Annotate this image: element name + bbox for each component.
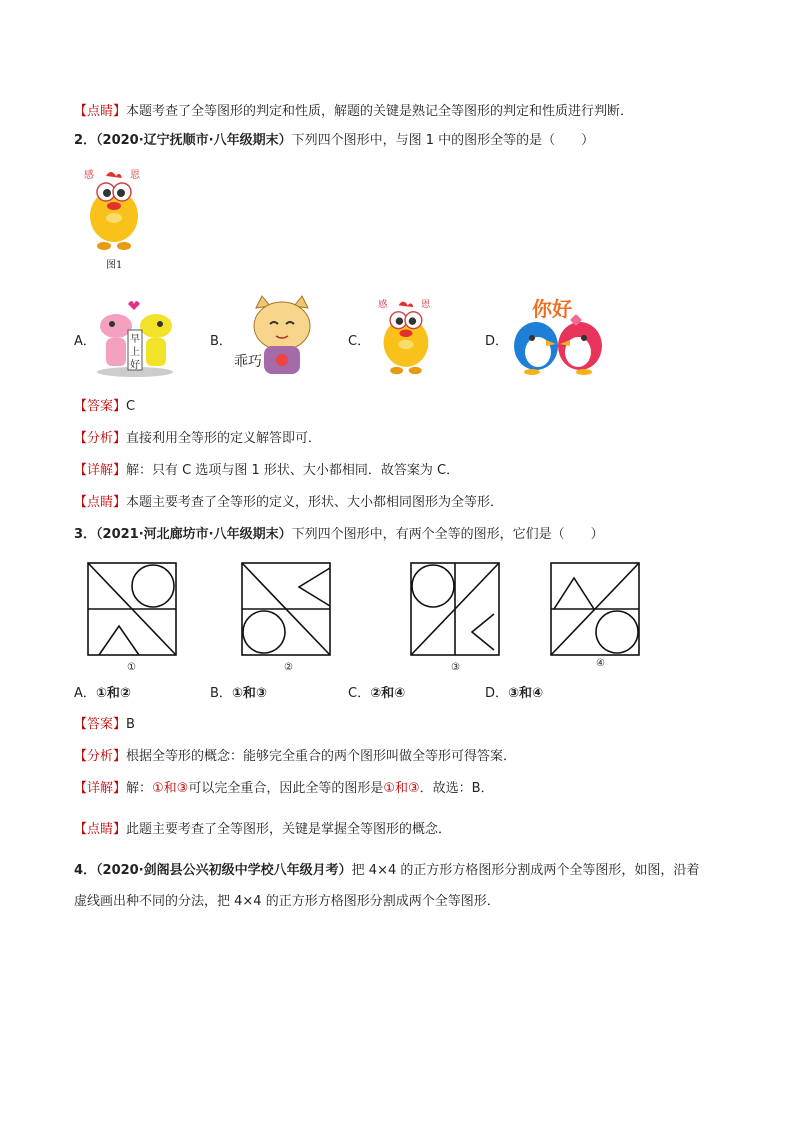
- option-a-picture[interactable]: [92, 296, 178, 378]
- option-label: D．: [485, 686, 509, 701]
- question-source: （2020·剑阁县公兴初级中学校八年级月考）: [96, 863, 352, 878]
- option-label: C．: [348, 686, 371, 701]
- option-c-label[interactable]: C．: [348, 334, 371, 349]
- detail-tag: 【详解】: [74, 463, 127, 478]
- detail-tag: 【详解】: [74, 781, 127, 796]
- option-a-label[interactable]: A．: [74, 334, 96, 349]
- option-b-caption: 乖巧: [234, 354, 262, 370]
- detail-prefix: 解：: [126, 781, 153, 796]
- q3-figure-2: [241, 562, 331, 656]
- analysis-tag: 【分析】: [74, 431, 127, 446]
- q3-figure-4: [550, 562, 640, 656]
- option-text: ③和④: [508, 686, 544, 701]
- q3-analysis: [74, 747, 516, 767]
- option-label: B．: [210, 686, 232, 701]
- chick-banner-right: 恩: [130, 170, 140, 181]
- option-label: A．: [74, 686, 96, 701]
- svg-text:上: 上: [130, 347, 140, 358]
- comment-text: 此题主要考查了全等图形，关键是掌握全等图形的概念．: [126, 822, 452, 837]
- comment-text: 本题主要考查了全等形的定义，形状、大小都相同图形为全等形．: [126, 495, 504, 510]
- comment-tag: 【点睛】: [74, 495, 127, 510]
- q3-option-b[interactable]: [210, 684, 267, 704]
- comment-text: 本题考查了全等图形的判定和性质，解题的关键是熟记全等图形的判定和性质进行判断．: [126, 104, 634, 119]
- question-text: 把 4×4 的正方形方格图形分割成两个全等图形，如图，沿着: [351, 863, 700, 878]
- q3-answer: [74, 715, 135, 735]
- option-text: ②和④: [370, 686, 406, 701]
- q3-detail: [74, 779, 494, 799]
- comment-tag: 【点睛】: [74, 104, 127, 119]
- svg-text:好: 好: [130, 360, 140, 371]
- question-number: 2．: [74, 133, 97, 148]
- answer-tag: 【答案】: [74, 717, 127, 732]
- figure-1-label: 图1: [106, 260, 123, 271]
- answer-tag: 【答案】: [74, 399, 127, 414]
- svg-text:早: 早: [130, 334, 140, 345]
- q4-stem-line-1: [74, 861, 699, 881]
- question-text: 下列四个图形中，与图 1 中的图形全等的是（ ）: [291, 133, 595, 148]
- question-text: 下列四个图形中，有两个全等的图形，它们是（ ）: [291, 527, 604, 542]
- detail-highlight-2: ①和③: [383, 781, 420, 796]
- svg-text:感: 感: [377, 299, 388, 311]
- comment-tag: 【点睛】: [74, 822, 127, 837]
- option-text: ①和②: [95, 686, 131, 701]
- detail-suffix: ．故选：B．: [419, 781, 494, 796]
- question-source: （2020·辽宁抚顺市·八年级期末）: [96, 133, 292, 148]
- q2-comment: [74, 493, 503, 513]
- option-c-picture[interactable]: [372, 296, 438, 378]
- question-text-continued: 虚线画出种不同的分法，把 4×4 的正方形方格图形分割成两个全等图形．: [74, 894, 500, 909]
- q3-figure-2-label: ②: [284, 662, 293, 673]
- analysis-tag: 【分析】: [74, 749, 127, 764]
- q3-figure-1: [87, 562, 177, 656]
- question-number: 4．: [74, 863, 97, 878]
- question-number: 3．: [74, 527, 97, 542]
- q2-analysis: [74, 429, 321, 449]
- q3-figure-3: [410, 562, 500, 656]
- q1-comment: [74, 102, 633, 122]
- answer-text: B: [126, 717, 135, 732]
- analysis-text: 直接利用全等形的定义解答即可．: [126, 431, 322, 446]
- q3-option-d[interactable]: [485, 684, 543, 704]
- q2-detail: [74, 461, 459, 481]
- option-d-label[interactable]: D．: [485, 334, 509, 349]
- q3-stem: [74, 525, 604, 545]
- option-text: ①和③: [231, 686, 267, 701]
- option-d-picture[interactable]: [508, 294, 608, 376]
- option-b-picture[interactable]: [232, 294, 324, 380]
- svg-text:恩: 恩: [420, 299, 431, 311]
- detail-mid: 可以完全重合，因此全等的图形是: [188, 781, 384, 796]
- option-b-label[interactable]: B．: [210, 334, 232, 349]
- answer-text: C: [126, 399, 136, 414]
- q4-stem-line-2: [74, 892, 500, 912]
- analysis-text: 根据全等形的概念：能够完全重合的两个图形叫做全等形可得答案．: [126, 749, 517, 764]
- question-source: （2021·河北廊坊市·八年级期末）: [96, 527, 292, 542]
- figure-1-chick: [78, 166, 148, 254]
- q3-option-a[interactable]: [74, 684, 131, 704]
- q3-figure-1-label: ①: [127, 662, 136, 673]
- q3-figure-4-label: ④: [596, 658, 605, 669]
- detail-highlight-1: ①和③: [152, 781, 189, 796]
- q2-answer: [74, 397, 135, 417]
- option-d-caption: 你好: [532, 297, 572, 321]
- q3-option-c[interactable]: [348, 684, 405, 704]
- detail-text: 解：只有 C 选项与图 1 形状、大小都相同．故答案为 C．: [126, 463, 460, 478]
- q3-figure-3-label: ③: [451, 662, 460, 673]
- chick-banner-left: 感: [84, 170, 94, 181]
- q2-stem: [74, 131, 594, 151]
- q3-comment: [74, 820, 451, 840]
